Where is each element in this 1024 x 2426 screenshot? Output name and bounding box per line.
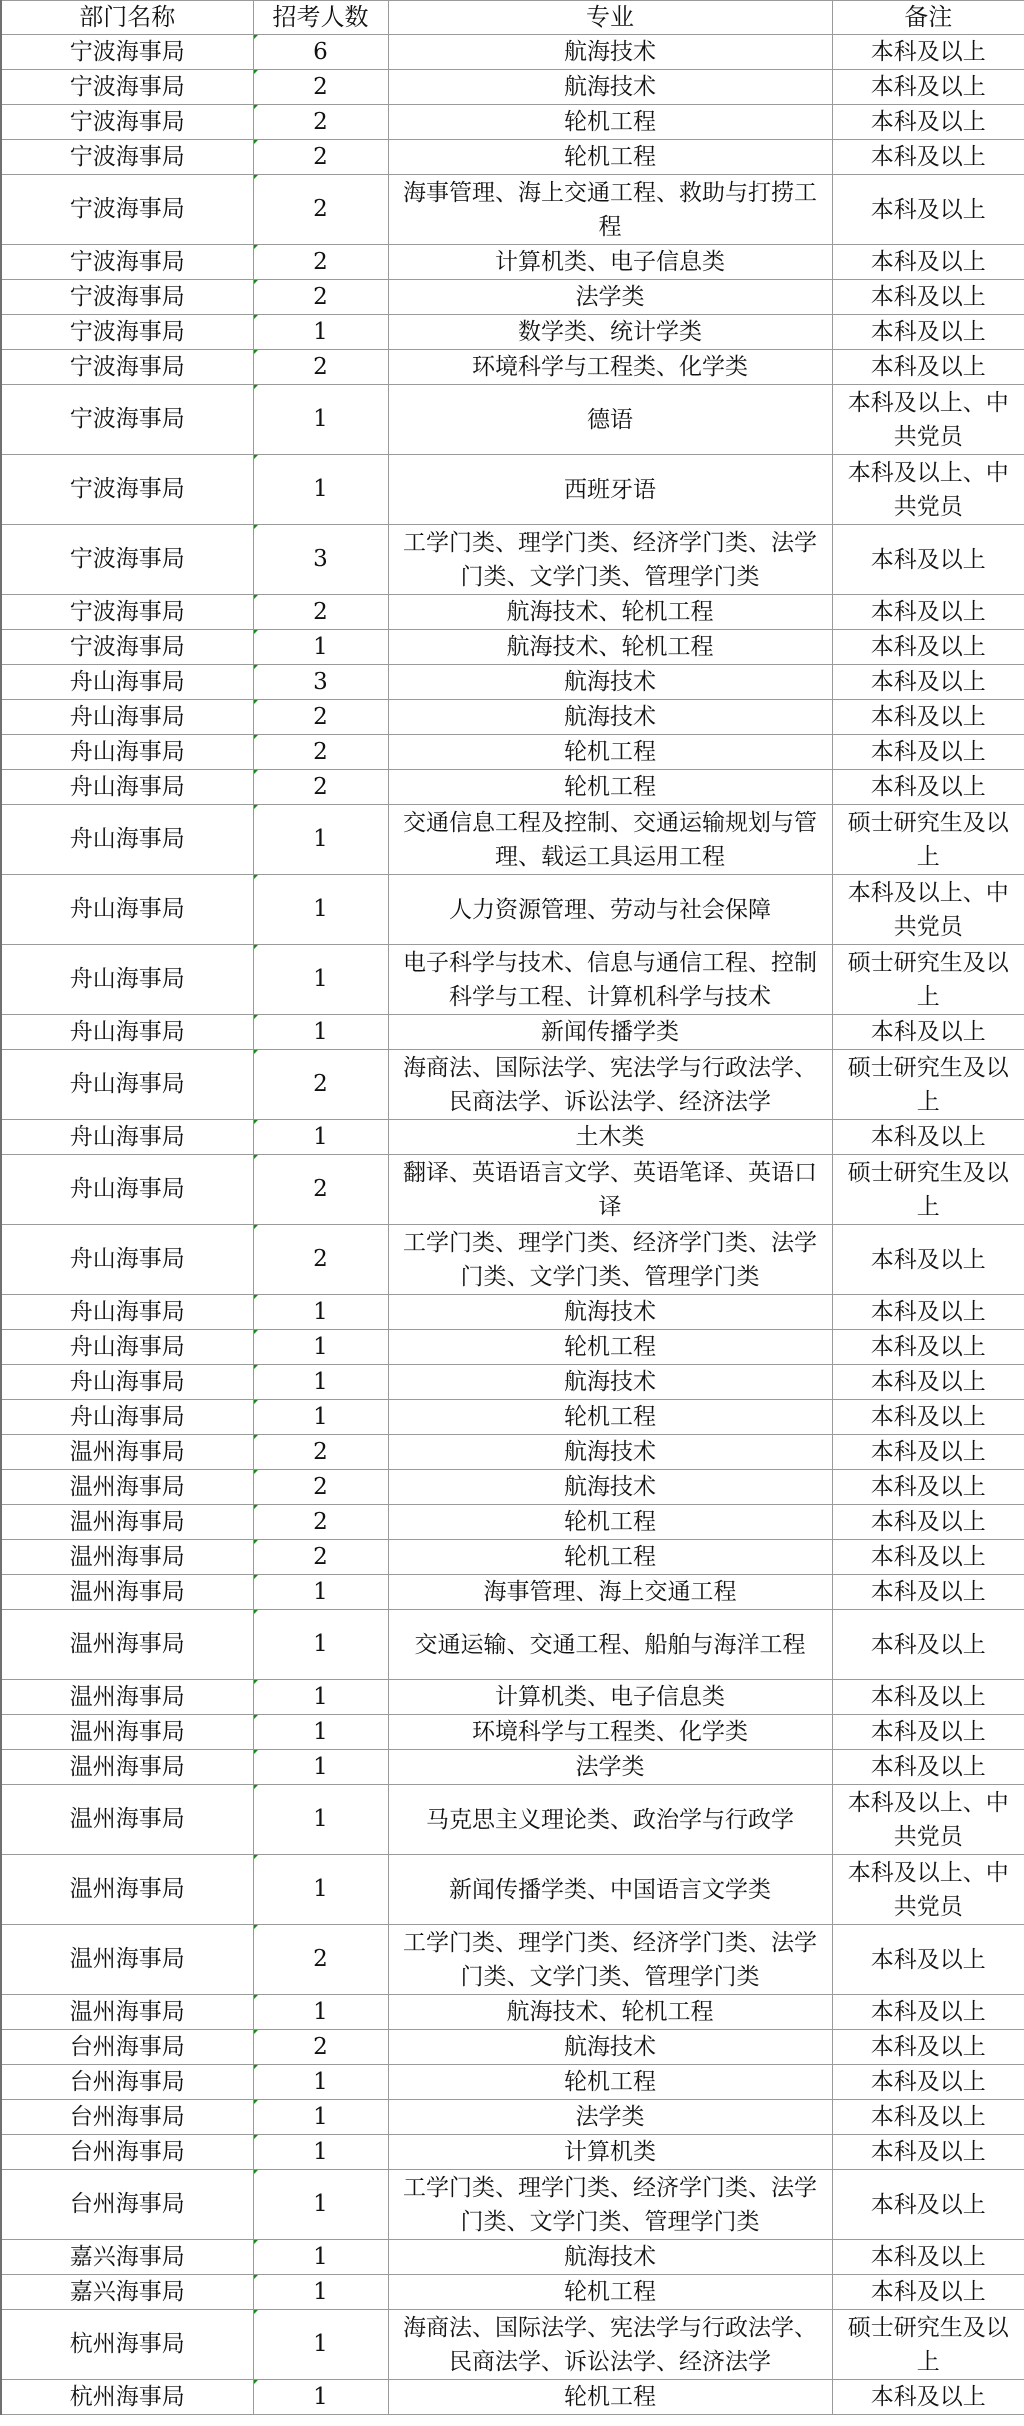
count-cell: 2 [253,1540,388,1575]
table-row [1,945,1024,1015]
department-cell: 嘉兴海事局 [1,2240,253,2275]
table-row [1,175,1024,245]
major-cell: 土木类 [388,1120,832,1155]
note-cell: 本科及以上 [832,1015,1024,1050]
table-row [1,595,1024,630]
count-cell: 1 [253,455,388,525]
table-row [1,140,1024,175]
note-cell: 本科及以上 [832,105,1024,140]
department-cell: 温州海事局 [1,1785,253,1855]
table-row [1,1225,1024,1295]
note-cell: 本科及以上 [832,2065,1024,2100]
major-cell: 环境科学与工程类、化学类 [388,1715,832,1750]
department-cell: 宁波海事局 [1,70,253,105]
count-cell: 2 [253,175,388,245]
table-row [1,2170,1024,2240]
department-cell: 舟山海事局 [1,770,253,805]
note-cell: 本科及以上、中共党员 [832,1855,1024,1925]
note-cell: 本科及以上 [832,700,1024,735]
note-cell: 本科及以上 [832,1470,1024,1505]
count-cell: 2 [253,735,388,770]
count-cell: 1 [253,2240,388,2275]
note-cell: 本科及以上 [832,315,1024,350]
department-cell: 宁波海事局 [1,105,253,140]
major-cell: 轮机工程 [388,1400,832,1435]
major-cell: 西班牙语 [388,455,832,525]
table-row [1,2275,1024,2310]
count-cell: 1 [253,945,388,1015]
count-cell: 1 [253,1715,388,1750]
table-row [1,245,1024,280]
table-row [1,1015,1024,1050]
note-cell: 本科及以上 [832,1330,1024,1365]
note-cell: 本科及以上 [832,665,1024,700]
note-cell: 硕士研究生及以上 [832,805,1024,875]
note-cell: 本科及以上 [832,1610,1024,1680]
major-cell: 轮机工程 [388,2275,832,2310]
note-cell: 本科及以上 [832,1225,1024,1295]
note-cell: 本科及以上 [832,1715,1024,1750]
note-cell: 本科及以上、中共党员 [832,385,1024,455]
department-cell: 宁波海事局 [1,525,253,595]
count-cell: 1 [253,1680,388,1715]
major-cell: 轮机工程 [388,1505,832,1540]
major-cell: 德语 [388,385,832,455]
note-cell: 本科及以上 [832,2240,1024,2275]
table-row [1,1575,1024,1610]
table-row [1,2030,1024,2065]
major-cell: 航海技术、轮机工程 [388,1995,832,2030]
header-major: 专业 [388,1,832,35]
major-cell: 法学类 [388,1750,832,1785]
major-cell: 航海技术 [388,35,832,70]
table-row [1,1610,1024,1680]
major-cell: 轮机工程 [388,140,832,175]
major-cell: 工学门类、理学门类、经济学门类、法学门类、文学门类、管理学门类 [388,1925,832,1995]
note-cell: 本科及以上 [832,1365,1024,1400]
note-cell: 本科及以上、中共党员 [832,1785,1024,1855]
count-cell: 2 [253,700,388,735]
major-cell: 轮机工程 [388,2380,832,2415]
major-cell: 海事管理、海上交通工程 [388,1575,832,1610]
table-row [1,1365,1024,1400]
count-cell: 2 [253,1505,388,1540]
department-cell: 舟山海事局 [1,1225,253,1295]
table-row [1,70,1024,105]
major-cell: 航海技术 [388,1365,832,1400]
department-cell: 杭州海事局 [1,2310,253,2380]
count-cell: 3 [253,525,388,595]
department-cell: 舟山海事局 [1,1015,253,1050]
note-cell: 本科及以上 [832,1435,1024,1470]
count-cell: 1 [253,875,388,945]
department-cell: 温州海事局 [1,1715,253,1750]
major-cell: 法学类 [388,2100,832,2135]
department-cell: 舟山海事局 [1,1050,253,1120]
major-cell: 轮机工程 [388,1540,832,1575]
note-cell: 本科及以上 [832,245,1024,280]
note-cell: 本科及以上 [832,1295,1024,1330]
count-cell: 2 [253,1225,388,1295]
table-row [1,1435,1024,1470]
major-cell: 翻译、英语语言文学、英语笔译、英语口译 [388,1155,832,1225]
table-row [1,1540,1024,1575]
count-cell: 2 [253,140,388,175]
note-cell: 硕士研究生及以上 [832,2310,1024,2380]
major-cell: 计算机类、电子信息类 [388,1680,832,1715]
note-cell: 本科及以上 [832,2380,1024,2415]
major-cell: 计算机类、电子信息类 [388,245,832,280]
major-cell: 环境科学与工程类、化学类 [388,350,832,385]
table-row [1,2100,1024,2135]
major-cell: 航海技术 [388,1295,832,1330]
note-cell: 硕士研究生及以上 [832,945,1024,1015]
major-cell: 轮机工程 [388,735,832,770]
note-cell: 本科及以上 [832,1120,1024,1155]
major-cell: 轮机工程 [388,105,832,140]
count-cell: 1 [253,2310,388,2380]
table-row [1,315,1024,350]
department-cell: 宁波海事局 [1,175,253,245]
note-cell: 本科及以上 [832,2100,1024,2135]
note-cell: 本科及以上 [832,770,1024,805]
count-cell: 1 [253,1295,388,1330]
table-row [1,1155,1024,1225]
count-cell: 1 [253,630,388,665]
department-cell: 宁波海事局 [1,595,253,630]
note-cell: 本科及以上 [832,630,1024,665]
table-row [1,735,1024,770]
department-cell: 温州海事局 [1,1470,253,1505]
department-cell: 台州海事局 [1,2065,253,2100]
count-cell: 2 [253,105,388,140]
major-cell: 电子科学与技术、信息与通信工程、控制科学与工程、计算机科学与技术 [388,945,832,1015]
note-cell: 本科及以上、中共党员 [832,875,1024,945]
major-cell: 海事管理、海上交通工程、救助与打捞工程 [388,175,832,245]
count-cell: 2 [253,70,388,105]
major-cell: 轮机工程 [388,2065,832,2100]
table-row [1,2135,1024,2170]
department-cell: 宁波海事局 [1,630,253,665]
table-row [1,875,1024,945]
department-cell: 宁波海事局 [1,385,253,455]
table-row [1,1295,1024,1330]
count-cell: 2 [253,595,388,630]
note-cell: 本科及以上 [832,2135,1024,2170]
count-cell: 1 [253,1855,388,1925]
table-row [1,1995,1024,2030]
count-cell: 1 [253,315,388,350]
major-cell: 海商法、国际法学、宪法学与行政法学、民商法学、诉讼法学、经济法学 [388,2310,832,2380]
table-row [1,630,1024,665]
table-row [1,1120,1024,1155]
note-cell: 本科及以上、中共党员 [832,455,1024,525]
note-cell: 本科及以上 [832,525,1024,595]
department-cell: 宁波海事局 [1,140,253,175]
department-cell: 舟山海事局 [1,700,253,735]
major-cell: 航海技术 [388,1470,832,1505]
table-row [1,1505,1024,1540]
count-cell: 2 [253,1435,388,1470]
table-row [1,350,1024,385]
major-cell: 航海技术、轮机工程 [388,630,832,665]
major-cell: 轮机工程 [388,1330,832,1365]
department-cell: 杭州海事局 [1,2380,253,2415]
count-cell: 2 [253,1470,388,1505]
department-cell: 嘉兴海事局 [1,2275,253,2310]
count-cell: 1 [253,1995,388,2030]
department-cell: 温州海事局 [1,1855,253,1925]
note-cell: 本科及以上 [832,175,1024,245]
table-row [1,665,1024,700]
department-cell: 舟山海事局 [1,945,253,1015]
note-cell: 本科及以上 [832,2275,1024,2310]
table-row [1,2380,1024,2415]
major-cell: 航海技术 [388,70,832,105]
department-cell: 舟山海事局 [1,805,253,875]
table-row [1,700,1024,735]
note-cell: 本科及以上 [832,1995,1024,2030]
major-cell: 新闻传播学类 [388,1015,832,1050]
count-cell: 1 [253,1330,388,1365]
table-row [1,1680,1024,1715]
table-body [1,35,1024,2415]
department-cell: 宁波海事局 [1,455,253,525]
department-cell: 台州海事局 [1,2100,253,2135]
note-cell: 本科及以上 [832,735,1024,770]
major-cell: 交通信息工程及控制、交通运输规划与管理、载运工具运用工程 [388,805,832,875]
count-cell: 1 [253,1785,388,1855]
note-cell: 本科及以上 [832,2030,1024,2065]
note-cell: 本科及以上 [832,1505,1024,1540]
department-cell: 台州海事局 [1,2170,253,2240]
department-cell: 宁波海事局 [1,245,253,280]
major-cell: 航海技术 [388,700,832,735]
note-cell: 本科及以上 [832,2170,1024,2240]
note-cell: 硕士研究生及以上 [832,1050,1024,1120]
major-cell: 航海技术 [388,665,832,700]
table-row [1,1470,1024,1505]
department-cell: 宁波海事局 [1,280,253,315]
department-cell: 舟山海事局 [1,735,253,770]
note-cell: 本科及以上 [832,140,1024,175]
note-cell: 本科及以上 [832,1400,1024,1435]
department-cell: 宁波海事局 [1,35,253,70]
table-row [1,1715,1024,1750]
count-cell: 1 [253,2100,388,2135]
department-cell: 宁波海事局 [1,350,253,385]
count-cell: 3 [253,665,388,700]
count-cell: 2 [253,770,388,805]
department-cell: 舟山海事局 [1,1400,253,1435]
count-cell: 1 [253,1365,388,1400]
major-cell: 海商法、国际法学、宪法学与行政法学、民商法学、诉讼法学、经济法学 [388,1050,832,1120]
major-cell: 工学门类、理学门类、经济学门类、法学门类、文学门类、管理学门类 [388,1225,832,1295]
department-cell: 温州海事局 [1,1435,253,1470]
count-cell: 1 [253,1015,388,1050]
table-row [1,1050,1024,1120]
note-cell: 本科及以上 [832,35,1024,70]
department-cell: 台州海事局 [1,2135,253,2170]
count-cell: 2 [253,1925,388,1995]
note-cell: 本科及以上 [832,1575,1024,1610]
major-cell: 航海技术 [388,2240,832,2275]
department-cell: 舟山海事局 [1,1365,253,1400]
count-cell: 2 [253,1155,388,1225]
note-cell: 硕士研究生及以上 [832,1155,1024,1225]
major-cell: 法学类 [388,280,832,315]
note-cell: 本科及以上 [832,1540,1024,1575]
table-row [1,35,1024,70]
header-note: 备注 [832,1,1024,35]
department-cell: 舟山海事局 [1,1120,253,1155]
table-row [1,805,1024,875]
count-cell: 2 [253,350,388,385]
table-row [1,455,1024,525]
department-cell: 台州海事局 [1,2030,253,2065]
major-cell: 航海技术 [388,2030,832,2065]
major-cell: 计算机类 [388,2135,832,2170]
major-cell: 工学门类、理学门类、经济学门类、法学门类、文学门类、管理学门类 [388,2170,832,2240]
table-row [1,1330,1024,1365]
department-cell: 舟山海事局 [1,1155,253,1225]
count-cell: 1 [253,2135,388,2170]
header-count: 招考人数 [253,1,388,35]
major-cell: 人力资源管理、劳动与社会保障 [388,875,832,945]
table-row [1,280,1024,315]
major-cell: 航海技术、轮机工程 [388,595,832,630]
department-cell: 舟山海事局 [1,1295,253,1330]
count-cell: 1 [253,2170,388,2240]
department-cell: 舟山海事局 [1,1330,253,1365]
note-cell: 本科及以上 [832,1680,1024,1715]
count-cell: 1 [253,2275,388,2310]
department-cell: 温州海事局 [1,1925,253,1995]
department-cell: 舟山海事局 [1,875,253,945]
count-cell: 1 [253,385,388,455]
count-cell: 1 [253,805,388,875]
note-cell: 本科及以上 [832,70,1024,105]
major-cell: 工学门类、理学门类、经济学门类、法学门类、文学门类、管理学门类 [388,525,832,595]
table-row [1,2310,1024,2380]
count-cell: 2 [253,2030,388,2065]
table-row [1,105,1024,140]
count-cell: 1 [253,1120,388,1155]
major-cell: 数学类、统计学类 [388,315,832,350]
department-cell: 温州海事局 [1,1750,253,1785]
department-cell: 温州海事局 [1,1610,253,1680]
table-row [1,385,1024,455]
department-cell: 舟山海事局 [1,665,253,700]
count-cell: 1 [253,1575,388,1610]
note-cell: 本科及以上 [832,595,1024,630]
table-row [1,770,1024,805]
table-row [1,525,1024,595]
table-row [1,1400,1024,1435]
note-cell: 本科及以上 [832,350,1024,385]
table-row [1,1925,1024,1995]
header-row [1,1,1024,35]
major-cell: 轮机工程 [388,770,832,805]
department-cell: 温州海事局 [1,1680,253,1715]
table-row [1,1785,1024,1855]
major-cell: 航海技术 [388,1435,832,1470]
header-department: 部门名称 [1,1,253,35]
major-cell: 新闻传播学类、中国语言文学类 [388,1855,832,1925]
count-cell: 1 [253,2065,388,2100]
table-row [1,2065,1024,2100]
department-cell: 温州海事局 [1,1505,253,1540]
table-row [1,2240,1024,2275]
major-cell: 马克思主义理论类、政治学与行政学 [388,1785,832,1855]
department-cell: 温州海事局 [1,1995,253,2030]
major-cell: 交通运输、交通工程、船舶与海洋工程 [388,1610,832,1680]
count-cell: 2 [253,280,388,315]
department-cell: 温州海事局 [1,1575,253,1610]
count-cell: 1 [253,1750,388,1785]
count-cell: 2 [253,245,388,280]
note-cell: 本科及以上 [832,1925,1024,1995]
count-cell: 2 [253,1050,388,1120]
table-row [1,1855,1024,1925]
department-cell: 温州海事局 [1,1540,253,1575]
department-cell: 宁波海事局 [1,315,253,350]
count-cell: 6 [253,35,388,70]
count-cell: 1 [253,1400,388,1435]
table-row [1,1750,1024,1785]
note-cell: 本科及以上 [832,280,1024,315]
count-cell: 1 [253,1610,388,1680]
count-cell: 1 [253,2380,388,2415]
note-cell: 本科及以上 [832,1750,1024,1785]
